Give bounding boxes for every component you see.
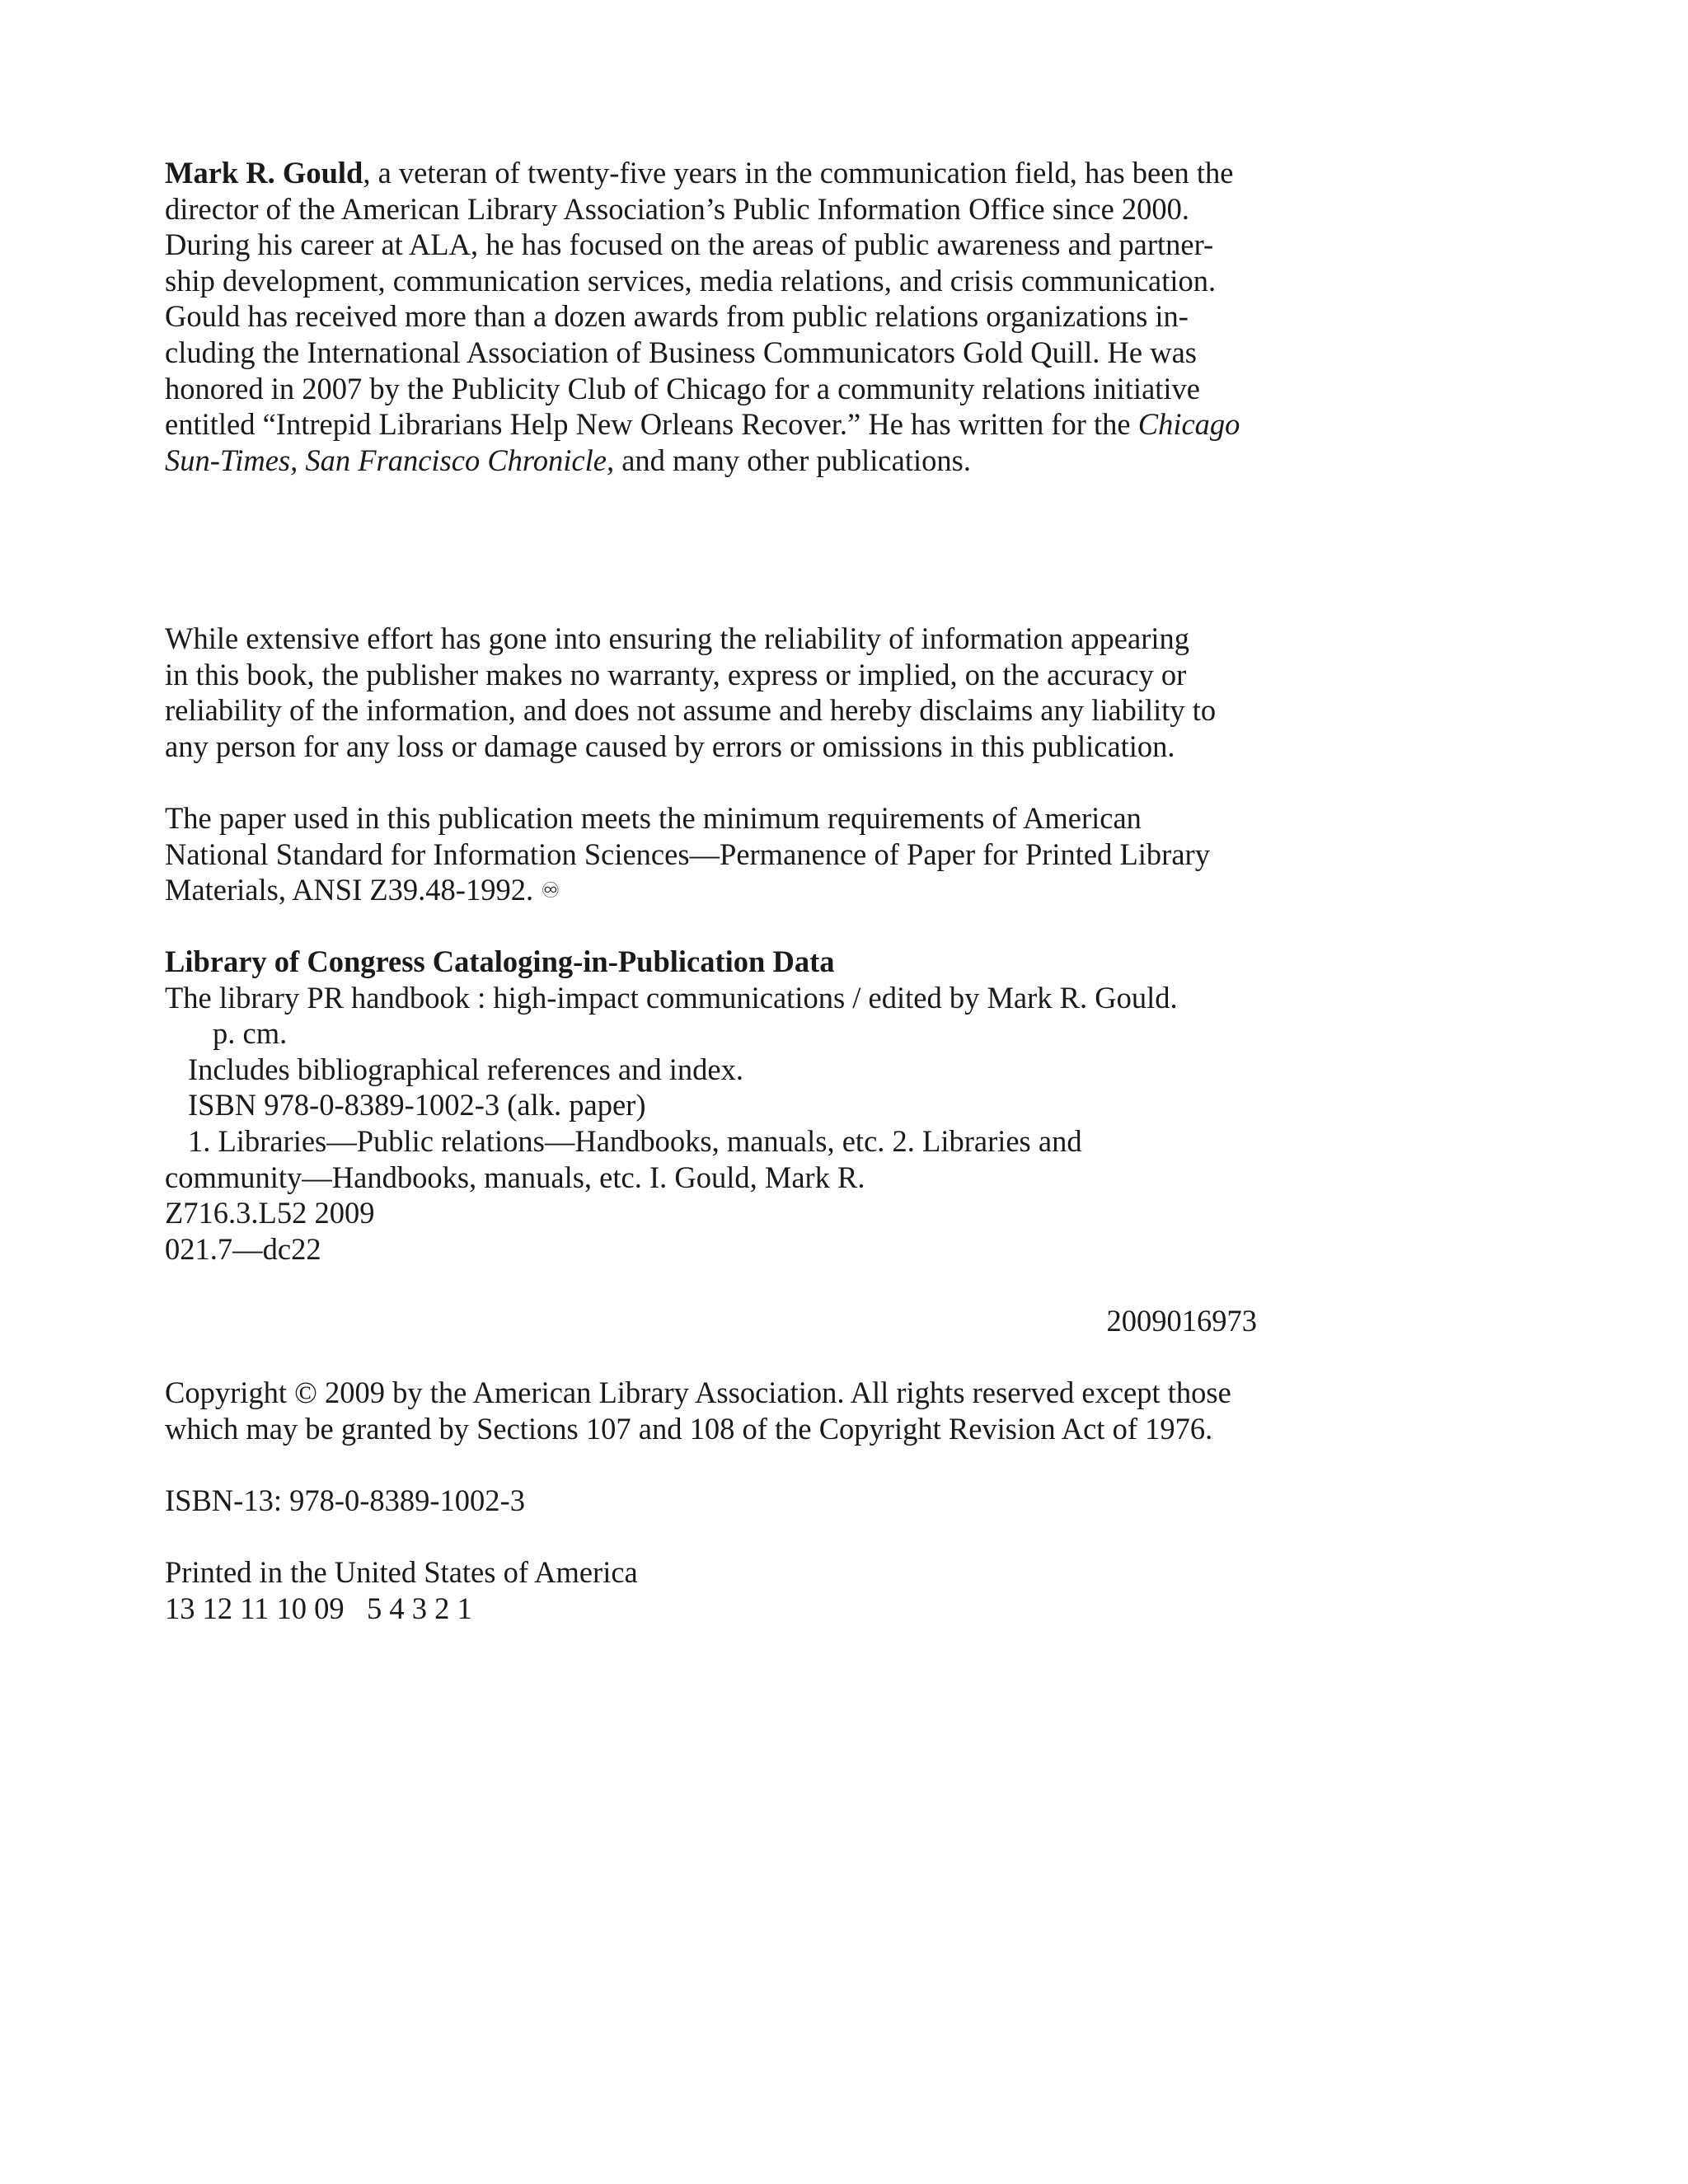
cip-includes: Includes bibliographical references and index. bbox=[188, 1052, 743, 1086]
bio-line-3: During his career at ALA, he has focused on the areas of public awareness and partner- bbox=[165, 227, 1214, 262]
copyright-line-2: which may be granted by Sections 107 and 108 of the Copyright Revision Act of 1976. bbox=[165, 1411, 1213, 1446]
bio-line-4: ship development, communication services, media relations, and crisis communication. bbox=[165, 263, 1217, 298]
disclaimer-line-2: in this book, the publisher makes no warranty, express or implied, on the accuracy or bbox=[165, 657, 1187, 691]
printed-line-1: Printed in the United States of America bbox=[165, 1555, 638, 1589]
disclaimer-line-4: any person for any loss or damage caused by errors or omissions in this publication. bbox=[165, 729, 1175, 763]
cip-ddc: 021.7—dc22 bbox=[165, 1231, 321, 1266]
printing-number-line: 13 12 11 10 09 5 4 3 2 1 bbox=[165, 1591, 472, 1625]
isbn-13: ISBN-13: 978-0-8389-1002-3 bbox=[165, 1483, 525, 1517]
lccn: 2009016973 bbox=[1106, 1304, 1257, 1338]
bio-line-9: Sun-Times, San Francisco Chronicle, and many other publications. bbox=[165, 443, 971, 477]
author-bio bbox=[165, 155, 1257, 478]
copyright-line-1: Copyright © 2009 by the American Library Association. All rights reserved except those bbox=[165, 1376, 1231, 1409]
cip-pcm: p. cm. bbox=[213, 1016, 288, 1051]
cip-subjects-2: community—Handbooks, manuals, etc. I. Gould, Mark R. bbox=[165, 1160, 865, 1194]
paper-notice bbox=[165, 800, 1257, 908]
cip-subjects-1: 1. Libraries—Public relations—Handbooks, manuals, etc. 2. Libraries and bbox=[188, 1123, 1082, 1158]
paper-line-2: National Standard for Information Sciences—Permanence of Paper for Printed Library bbox=[165, 837, 1210, 871]
disclaimer-line-1: While extensive effort has gone into ensuring the reliability of information appearing bbox=[165, 621, 1189, 655]
paper-line-3: Materials, ANSI Z39.48-1992. ♾ bbox=[165, 873, 560, 907]
bio-line-8: entitled “Intrepid Librarians Help New Orleans Recover.” He has written for the Chicago bbox=[165, 407, 1240, 442]
cip-lcc: Z716.3.L52 2009 bbox=[165, 1196, 375, 1230]
cip-block bbox=[165, 944, 1257, 1267]
cip-isbn: ISBN 978-0-8389-1002-3 (alk. paper) bbox=[188, 1088, 646, 1122]
paper-line-1: The paper used in this publication meets the minimum requirements of American bbox=[165, 801, 1142, 835]
bio-line-2: director of the American Library Association’s Public Information Office since 2000. bbox=[165, 191, 1190, 226]
bio-line-6: cluding the International Association of Business Communicators Gold Quill. He was bbox=[165, 335, 1197, 369]
bio-line-5: Gould has received more than a dozen awards from public relations organizations in- bbox=[165, 299, 1189, 334]
cip-title-line: The library PR handbook : high-impact communications / edited by Mark R. Gould. bbox=[165, 980, 1178, 1015]
disclaimer bbox=[165, 621, 1257, 764]
cip-heading: Library of Congress Cataloging-in-Publication Data bbox=[165, 944, 835, 978]
author-name: Mark R. Gould bbox=[165, 156, 363, 190]
printed-info bbox=[165, 1554, 1257, 1626]
disclaimer-line-3: reliability of the information, and does not assume and hereby disclaims any liability to bbox=[165, 693, 1217, 728]
bio-line-1: Mark R. Gould, a veteran of twenty-five years in the communication field, has been the bbox=[165, 156, 1234, 190]
publication-names: Sun-Times, San Francisco Chronicle, bbox=[165, 443, 615, 477]
permanence-of-paper-icon: ♾ bbox=[541, 879, 560, 904]
copyright-notice bbox=[165, 1375, 1257, 1446]
bio-line-7: honored in 2007 by the Publicity Club of Chicago for a community relations initiative bbox=[165, 371, 1201, 405]
publication-chicago: Chicago bbox=[1137, 407, 1240, 442]
